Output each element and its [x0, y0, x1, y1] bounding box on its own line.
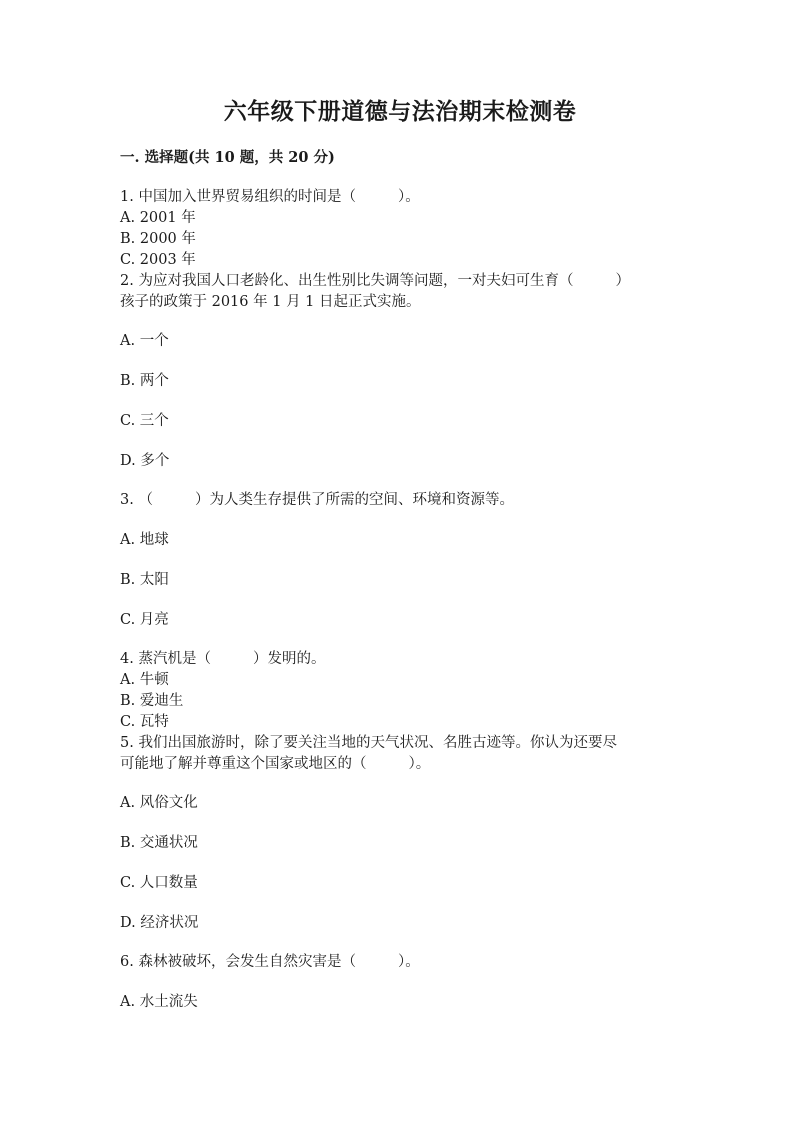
- question-2-stem-line2: 孩子的政策于 2016 年 1 月 1 日起正式实施。: [120, 294, 421, 310]
- question-6-stem-tail: ）。: [397, 954, 420, 970]
- question-4-option-a: A. 牛顿: [120, 672, 169, 688]
- question-5-stem-line2: [120, 754, 680, 774]
- question-5-stem-tail: ）。: [408, 756, 431, 772]
- section-heading: 一. 选择题(共 10 题，共 20 分): [120, 149, 335, 166]
- question-5-stem-line1: 5. 我们出国旅游时，除了要关注当地的天气状况、名胜古迹等。你认为还要尽: [120, 735, 617, 751]
- question-5-option-d: D. 经济状况: [120, 915, 199, 931]
- question-6-option-a: A. 水土流失: [120, 994, 198, 1010]
- question-3-option-c: C. 月亮: [120, 612, 169, 628]
- question-1-stem: [120, 187, 680, 207]
- question-2-option-d: D. 多个: [120, 453, 170, 469]
- question-2-stem-tail: ）: [615, 273, 630, 289]
- question-6-stem: [120, 952, 680, 972]
- question-5-stem-text: 可能地了解并尊重这个国家或地区的（: [120, 756, 367, 772]
- question-4-stem: [120, 649, 680, 669]
- question-5-option-a: A. 风俗文化: [120, 795, 198, 811]
- question-4-option-c: C. 瓦特: [120, 714, 169, 730]
- question-5-option-b: B. 交通状况: [120, 835, 198, 851]
- question-4-option-b: B. 爱迪生: [120, 693, 184, 709]
- question-2-stem-line1: [120, 271, 680, 291]
- question-1-stem-tail: ）。: [397, 189, 420, 205]
- question-3-stem: [120, 490, 680, 510]
- question-4-stem-text: 4. 蒸汽机是（: [120, 651, 211, 667]
- question-4-stem-tail: ）发明的。: [252, 651, 326, 667]
- question-1-option-c: C. 2003 年: [120, 252, 196, 268]
- question-6-stem-text: 6. 森林被破坏，会发生自然灾害是（: [120, 954, 356, 970]
- question-3-stem-text: 3. （: [120, 492, 153, 508]
- question-3-option-a: A. 地球: [120, 532, 169, 548]
- question-1-option-a: A. 2001 年: [120, 210, 196, 226]
- question-2-stem-text: 2. 为应对我国人口老龄化、出生性别比失调等问题，一对夫妇可生育（: [120, 273, 574, 289]
- page-title: 六年级下册道德与法治期末检测卷: [223, 98, 577, 125]
- question-5-option-c: C. 人口数量: [120, 875, 198, 891]
- question-3-option-b: B. 太阳: [120, 572, 169, 588]
- question-2-option-a: A. 一个: [120, 333, 169, 349]
- question-2-option-b: B. 两个: [120, 373, 169, 389]
- question-2-option-c: C. 三个: [120, 413, 169, 429]
- question-1-stem-text: 1. 中国加入世界贸易组织的时间是（: [120, 189, 356, 205]
- question-3-stem-tail: ）为人类生存提供了所需的空间、环境和资源等。: [194, 492, 514, 508]
- question-1-option-b: B. 2000 年: [120, 231, 196, 247]
